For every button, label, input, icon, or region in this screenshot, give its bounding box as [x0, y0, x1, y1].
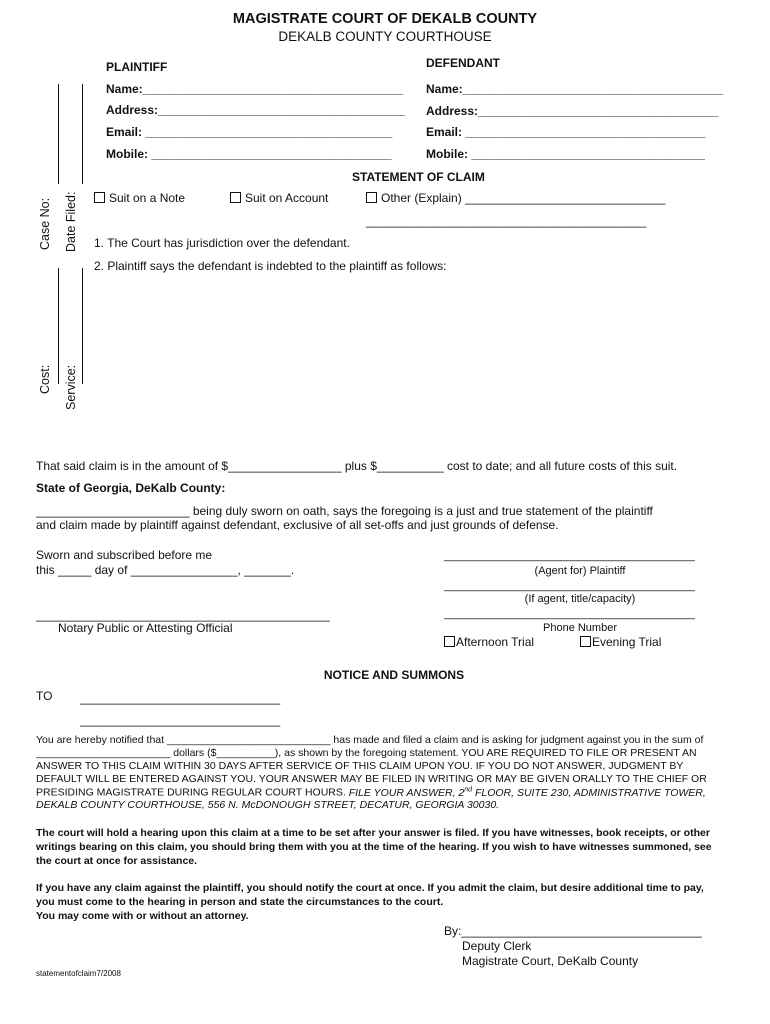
court-name-label: Magistrate Court, DeKalb County — [462, 954, 639, 968]
sworn-date-line[interactable]: this _____ day of ________________, _______. — [36, 563, 295, 577]
service-line — [82, 268, 83, 384]
date-filed-line — [82, 84, 83, 184]
to-line-2[interactable]: ______________________________ — [80, 713, 281, 727]
clerk-signature-line[interactable]: By:____________________________________ — [444, 924, 702, 938]
hearing-line-2: writings bearing on this claim, you should bring them with you at the time of the hearing. If you wish to have witnesses summoned, see — [36, 841, 712, 853]
notice-line-5-text: PRESIDING MAGISTRATE DURING REGULAR COURT HOURS. — [36, 786, 346, 799]
notary-label: Notary Public or Attesting Official — [58, 621, 233, 635]
checkbox-icon[interactable] — [444, 636, 455, 647]
case-no-label: Case No: — [38, 197, 52, 250]
notary-signature-line[interactable]: ____________________________________________ — [36, 608, 330, 622]
counterclaim-line-2: you must come to the hearing in person and state the circumstances to the court. — [36, 896, 444, 908]
suit-on-account-label: Suit on Account — [245, 191, 329, 205]
counterclaim-line-1: If you have any claim against the plaintiff, you should notify the court at once. If you admit the claim, but desire additional time to pay, — [36, 882, 704, 894]
to-label: TO — [36, 689, 53, 703]
plaintiff-signature-line[interactable]: _________________________________________ — [444, 550, 695, 562]
form-footer-code: statementofclaim7/2008 — [36, 969, 121, 978]
defendant-email-field[interactable]: Email: ____________________________________ — [426, 125, 706, 139]
plaintiff-name-field[interactable]: Name:_______________________________________ — [106, 82, 403, 96]
evening-trial-option[interactable] — [580, 635, 661, 649]
agent-title-label: (If agent, title/capacity) — [524, 593, 636, 605]
service-label: Service: — [64, 364, 78, 410]
oath-line-2: and claim made by plaintiff against defendant, exclusive of all set-offs and just grounds of defense. — [36, 518, 559, 532]
other-option[interactable] — [366, 191, 665, 205]
evening-trial-label: Evening Trial — [592, 635, 662, 649]
plaintiff-address-field[interactable]: Address:_____________________________________ — [106, 103, 405, 117]
counterclaim-line-3: You may come with or without an attorney. — [36, 910, 249, 922]
oath-line-1: _______________________ being duly sworn on oath, says the foregoing is a just and true statement of the plaintiff — [36, 504, 653, 518]
form-subtitle: DEKALB COUNTY COURTHOUSE — [278, 29, 492, 44]
plaintiff-email-field[interactable]: Email: _____________________________________ — [106, 125, 393, 139]
notice-line-1: You are hereby notified that ____________________________ has made and filed a claim and is asking for judgment against you in the sum of — [36, 734, 704, 746]
defendant-mobile-field[interactable]: Mobile: ___________________________________ — [426, 147, 705, 161]
to-line-1[interactable]: ______________________________ — [80, 691, 281, 705]
suit-on-note-label: Suit on a Note — [109, 191, 186, 205]
other-label: Other (Explain) ______________________________ — [381, 191, 666, 205]
notice-line-5-address: FILE YOUR ANSWER, 2 — [348, 786, 465, 799]
checkbox-icon[interactable] — [94, 192, 105, 203]
hearing-line-3: the court at once for assistance. — [36, 855, 198, 867]
claim-amount-line: That said claim is in the amount of $_________________ plus $__________ cost to date; and all future costs of this suit. — [36, 459, 678, 473]
phone-line[interactable]: _________________________________________ — [444, 608, 695, 620]
checkbox-icon[interactable] — [230, 192, 241, 203]
state-county-heading: State of Georgia, DeKalb County: — [36, 481, 226, 495]
notice-line-6: DEKALB COUNTY COURTHOUSE, 556 N. McDONOUGH STREET, DECATUR, GEORGIA 30030. — [36, 799, 500, 811]
case-no-line — [58, 84, 59, 184]
deputy-clerk-label: Deputy Clerk — [462, 939, 532, 953]
defendant-name-field[interactable]: Name:_______________________________________ — [426, 82, 723, 96]
statement-title: STATEMENT OF CLAIM — [352, 170, 485, 184]
agent-title-line[interactable]: _________________________________________ — [444, 580, 695, 592]
hearing-line-1: The court will hold a hearing upon this claim at a time to be set after your answer is filed. If you have witnesses, book receipts, or other — [36, 827, 710, 839]
notice-line-3: ANSWER TO THIS CLAIM WITHIN 30 DAYS AFTER SERVICE OF THIS CLAIM UPON YOU. IF YOU DO NOT ANSWER, JUDGMENT BY — [36, 760, 684, 772]
afternoon-trial-label: Afternoon Trial — [456, 635, 535, 649]
other-explain-line[interactable]: __________________________________________ — [366, 214, 647, 228]
phone-label: Phone Number — [543, 622, 617, 634]
claim-item-1: 1. The Court has jurisdiction over the defendant. — [94, 236, 350, 250]
notice-line-4: DEFAULT WILL BE ENTERED AGAINST YOU. YOUR ANSWER MAY BE FILED IN WRITING OR MAY BE GIVEN ORALLY TO THE CHIEF OR — [36, 773, 707, 785]
checkbox-icon[interactable] — [580, 636, 591, 647]
notice-line-2: _______________________ dollars ($__________), as shown by the foregoing statement. YOU ARE REQUIRED TO FILE OR PRESENT AN — [36, 747, 697, 759]
agent-plaintiff-label: (Agent for) Plaintiff — [534, 565, 626, 577]
notice-line-5 — [36, 786, 706, 799]
cost-line — [58, 268, 59, 384]
claim-item-2: 2. Plaintiff says the defendant is indebted to the plaintiff as follows: — [94, 259, 447, 273]
cost-label: Cost: — [38, 364, 52, 394]
notice-title: NOTICE AND SUMMONS — [323, 668, 465, 682]
form-title: MAGISTRATE COURT OF DEKALB COUNTY — [232, 11, 538, 27]
afternoon-trial-option[interactable] — [444, 635, 534, 649]
date-filed-label: Date Filed: — [64, 191, 78, 252]
plaintiff-label: PLAINTIFF — [106, 60, 168, 74]
suit-on-account-option[interactable] — [230, 191, 328, 205]
plaintiff-mobile-field[interactable]: Mobile: ____________________________________ — [106, 147, 392, 161]
notice-line-5-sup: nd — [464, 786, 473, 793]
defendant-label: DEFENDANT — [426, 56, 500, 70]
checkbox-icon[interactable] — [366, 192, 377, 203]
suit-on-note-option[interactable] — [94, 191, 185, 205]
defendant-address-field[interactable]: Address:____________________________________ — [426, 104, 719, 118]
notice-line-5-address-cont: FLOOR, SUITE 230, ADMINISTRATIVE TOWER, — [472, 786, 706, 799]
sworn-line-1: Sworn and subscribed before me — [36, 548, 213, 562]
